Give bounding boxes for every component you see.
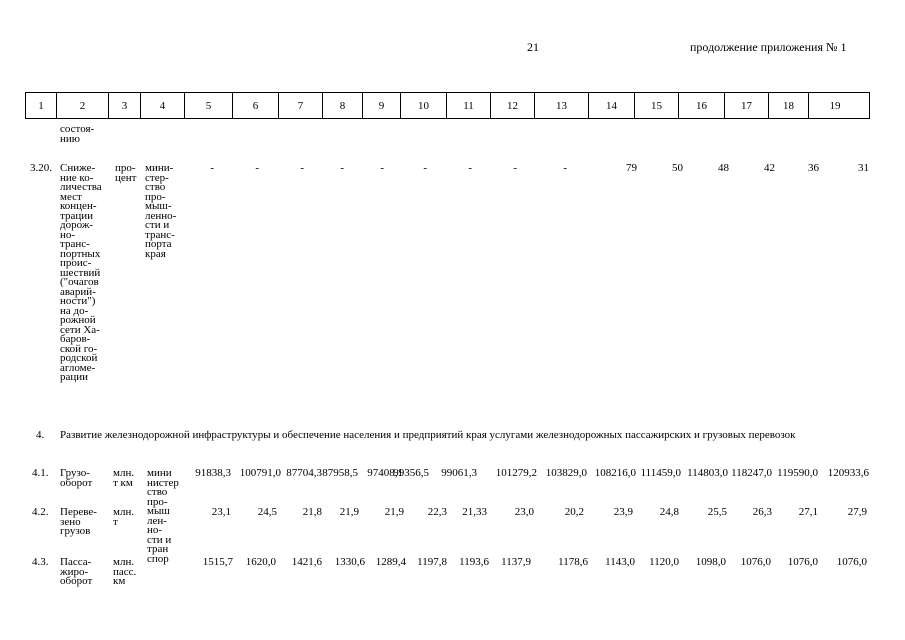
value-cell: 23,9 — [613, 506, 633, 518]
appendix-title: продолжение приложения № 1 — [690, 40, 847, 54]
page-number: 21 — [527, 40, 539, 54]
value-cell: - — [300, 162, 304, 174]
value-cell: 25,5 — [707, 506, 727, 518]
row-number: 4.3. — [32, 556, 49, 568]
value-cell: 23,1 — [211, 506, 231, 518]
column-number: 16 — [678, 93, 724, 118]
column-number: 5 — [184, 93, 232, 118]
value-cell: 111459,0 — [640, 467, 681, 479]
value-cell: 1193,6 — [459, 556, 489, 568]
column-number: 15 — [634, 93, 678, 118]
value-cell: 79 — [626, 162, 637, 174]
column-number: 13 — [534, 93, 588, 118]
value-cell: 101279,2 — [495, 467, 537, 479]
value-cell: 1076,0 — [740, 556, 771, 568]
value-cell: 21,9 — [384, 506, 404, 518]
value-cell: 87958,5 — [322, 467, 358, 479]
row-number: 4.1. — [32, 467, 49, 479]
row-unit: млн. пасс. км — [113, 556, 137, 587]
value-cell: - — [423, 162, 427, 174]
value-cell: 42 — [764, 162, 775, 174]
column-number: 11 — [446, 93, 490, 118]
value-cell: - — [513, 162, 517, 174]
column-number-row — [25, 92, 870, 119]
value-cell: - — [340, 162, 344, 174]
value-cell: 99356,5 — [393, 467, 429, 479]
column-number: 12 — [490, 93, 534, 118]
value-cell: 100791,0 — [239, 467, 281, 479]
column-number: 9 — [362, 93, 400, 118]
column-number: 2 — [56, 93, 108, 118]
value-cell: 103829,0 — [545, 467, 587, 479]
value-cell: 21,9 — [339, 506, 359, 518]
value-cell: 1098,0 — [695, 556, 726, 568]
value-cell: 1120,0 — [649, 556, 679, 568]
value-cell: 1515,7 — [202, 556, 233, 568]
value-cell: 21,8 — [302, 506, 322, 518]
value-cell: 24,8 — [659, 506, 679, 518]
value-cell: - — [468, 162, 472, 174]
value-cell: 114803,0 — [687, 467, 728, 479]
row-number: 3.20. — [30, 162, 52, 174]
value-cell: 1197,8 — [417, 556, 447, 568]
value-cell: 118247,0 — [731, 467, 772, 479]
value-cell: 1076,0 — [836, 556, 867, 568]
value-cell: 97408,1 — [367, 467, 403, 479]
value-cell: 99061,3 — [441, 467, 477, 479]
value-cell: 27,9 — [847, 506, 867, 518]
column-number: 18 — [768, 93, 808, 118]
value-cell: - — [210, 162, 214, 174]
column-number: 8 — [322, 93, 362, 118]
row-responsible: мини- стер- ство про- мыш- ленно- сти и транс- порта края — [145, 162, 177, 260]
value-cell: 36 — [808, 162, 819, 174]
column-number: 6 — [232, 93, 278, 118]
value-cell: 108216,0 — [594, 467, 636, 479]
column-number: 19 — [808, 93, 861, 118]
continuation-text: состоя- нию — [60, 123, 95, 145]
section-number: 4. — [36, 429, 45, 441]
row-unit: млн. т км — [113, 467, 135, 489]
value-cell: 119590,0 — [777, 467, 818, 479]
section-title: Развитие железнодорожной инфраструктуры и обеспечение населения и предприятий края услугами железнодорожных пассажирских и грузовых перевозок — [60, 429, 796, 441]
value-cell: 21,33 — [462, 506, 487, 518]
column-number: 1 — [38, 99, 44, 112]
column-number: 17 — [724, 93, 768, 118]
value-cell: 50 — [672, 162, 683, 174]
value-cell: - — [563, 162, 567, 174]
row-number: 4.2. — [32, 506, 49, 518]
column-number: 10 — [400, 93, 446, 118]
column-number: 7 — [278, 93, 322, 118]
value-cell: 87704,3 — [286, 467, 322, 479]
value-cell: 26,3 — [752, 506, 772, 518]
column-number: 3 — [108, 93, 140, 118]
value-cell: 1289,4 — [375, 556, 406, 568]
value-cell: 1178,6 — [558, 556, 588, 568]
value-cell: 1330,6 — [334, 556, 365, 568]
value-cell: 24,5 — [257, 506, 277, 518]
value-cell: 27,1 — [798, 506, 818, 518]
value-cell: 91838,3 — [195, 467, 231, 479]
row-name: Переве- зено грузов — [60, 506, 97, 537]
row-unit: млн. т — [113, 506, 135, 528]
value-cell: 23,0 — [514, 506, 534, 518]
value-cell: - — [380, 162, 384, 174]
column-number: 4 — [140, 93, 184, 118]
row-responsible: мини нистер ство про- мыш лен- но- сти и тран спор — [147, 467, 179, 565]
row-unit: про- цент — [115, 162, 137, 184]
value-cell: 1421,6 — [291, 556, 322, 568]
value-cell: 1076,0 — [787, 556, 818, 568]
value-cell: 31 — [858, 162, 869, 174]
value-cell: 1143,0 — [605, 556, 635, 568]
row-name: Пасса- жиро- оборот — [60, 556, 93, 587]
value-cell: 20,2 — [564, 506, 584, 518]
row-name: Сниже- ние ко- личества мест концен- трации дорож- но- транс- портных проис- шествий ("очагов аварий- ности") на до- рожной сети Ха- баров- ской го- родской агломе- рации — [60, 162, 102, 383]
value-cell: 22,3 — [427, 506, 447, 518]
column-number: 14 — [588, 93, 634, 118]
value-cell: 1137,9 — [501, 556, 531, 568]
value-cell: 1620,0 — [245, 556, 276, 568]
value-cell: 120933,6 — [827, 467, 869, 479]
value-cell: 48 — [718, 162, 729, 174]
row-name: Грузо- оборот — [60, 467, 93, 489]
value-cell: - — [255, 162, 259, 174]
